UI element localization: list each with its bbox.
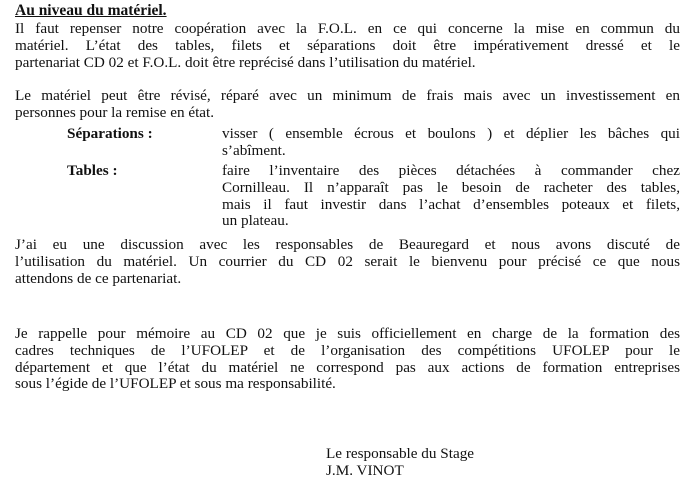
text-line: mais il faut investir dans l’achat d’ensembles poteaux et filets, <box>222 195 680 213</box>
paragraph-revision <box>15 88 680 122</box>
paragraph-reminder <box>15 326 680 393</box>
item-term-separations: Séparations : <box>67 125 153 142</box>
text-line: J’ai eu une discussion avec les responsables de Beauregard et nous avons discuté de <box>15 236 680 253</box>
paragraph-beauregard <box>15 237 680 287</box>
text-line: cadres techniques de l’UFOLEP et de l’organisation des compétitions UFOLEP pour le <box>15 341 680 359</box>
signature-role: Le responsable du Stage <box>326 445 475 462</box>
text-line: Le matériel peut être révisé, réparé avec un minimum de frais mais avec un investissement en <box>15 87 680 104</box>
text-line: faire l’inventaire des pièces détachées à commander chez <box>222 162 680 179</box>
text-line: Je rappelle pour mémoire au CD 02 que je suis officiellement en charge de la formation des <box>15 325 680 342</box>
item-definition-tables <box>222 163 680 230</box>
text-line: personnes pour la remise en état. <box>15 103 215 121</box>
text-line: département et que l’état du matériel ne correspond pas aux actions de formation entreprises <box>15 358 680 376</box>
item-definition-separations <box>222 126 680 160</box>
text-line: attendons de ce partenariat. <box>15 269 182 287</box>
text-line: partenariat CD 02 et F.O.L. doit être reprécisé dans l’utilisation du matériel. <box>15 53 476 71</box>
text-line: s’abîment. <box>222 141 286 159</box>
section-heading: Au niveau du matériel. <box>15 2 167 19</box>
text-line: visser ( ensemble écrous et boulons ) et déplier les bâches qui <box>222 125 680 142</box>
text-line: un plateau. <box>222 212 289 230</box>
item-term-tables: Tables : <box>67 162 118 179</box>
paragraph-cooperation <box>15 21 680 71</box>
text-line: Il faut repenser notre coopération avec la F.O.L. en ce qui concerne la mise en commun du <box>15 20 680 37</box>
text-line: matériel. L’état des tables, filets et séparations doit être impérativement dressé et le <box>15 36 680 54</box>
text-line: Cornilleau. Il n’apparaît pas le besoin de racheter des tables, <box>222 178 680 196</box>
text-line: l’utilisation du matériel. Un courrier du CD 02 serait le bienvenu pour précisé ce que nous <box>15 252 680 270</box>
signature-block <box>326 446 474 480</box>
text-line: sous l’égide de l’UFOLEP et sous ma responsabilité. <box>15 375 336 393</box>
signature-name: J.M. VINOT <box>326 461 404 479</box>
